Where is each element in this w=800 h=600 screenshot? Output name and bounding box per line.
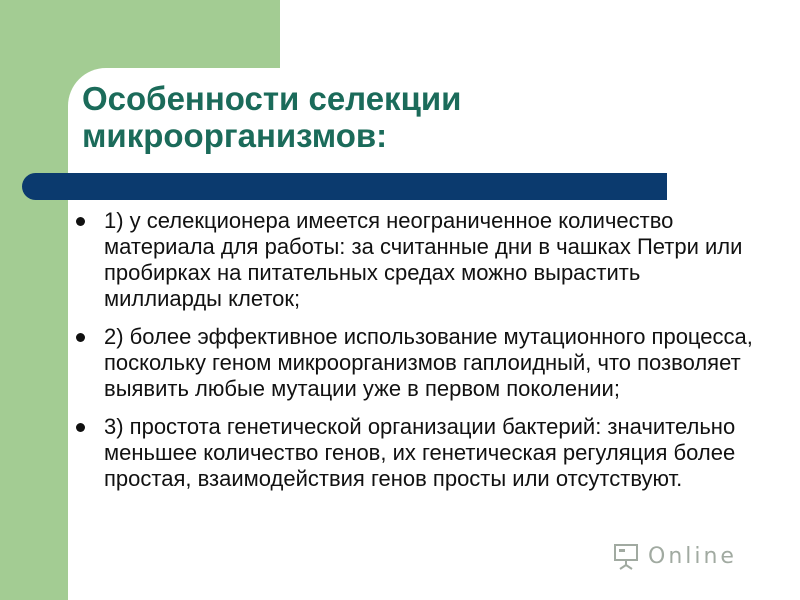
slide-title (82, 80, 662, 154)
bullet-list (76, 208, 756, 504)
presentation-screen-icon (612, 541, 642, 571)
bullet-text-1: 1) у селекционера имеется неограниченное количество материала для работы: за считанные дни в чашках Петри или пробирках на питательных средах можно вырастить миллиарды клеток; (104, 208, 743, 311)
bullet-dot-icon (76, 217, 85, 226)
bullet-item-2 (76, 324, 756, 402)
bullet-item-3 (76, 414, 756, 492)
slide-title-line-1: Особенности селекции (82, 80, 462, 117)
watermark-text: Online (648, 543, 737, 569)
bullet-text-3: 3) простота генетической организации бактерий: значительно меньшее количество генов, их генетическая регуляция более простая, взаимодействия генов просты или отсутствуют. (104, 414, 736, 491)
bullet-text-2: 2) более эффективное использование мутационного процесса, поскольку геном микроорганизмов гаплоидный, что позволяет выявить любые мутации уже в первом поколении; (104, 324, 753, 401)
bullet-dot-icon (76, 423, 85, 432)
bullet-item-1 (76, 208, 756, 312)
title-underline-bar (22, 173, 667, 200)
slide-title-line-2: микроорганизмов: (82, 117, 388, 154)
watermark (612, 540, 737, 572)
bullet-dot-icon (76, 333, 85, 342)
